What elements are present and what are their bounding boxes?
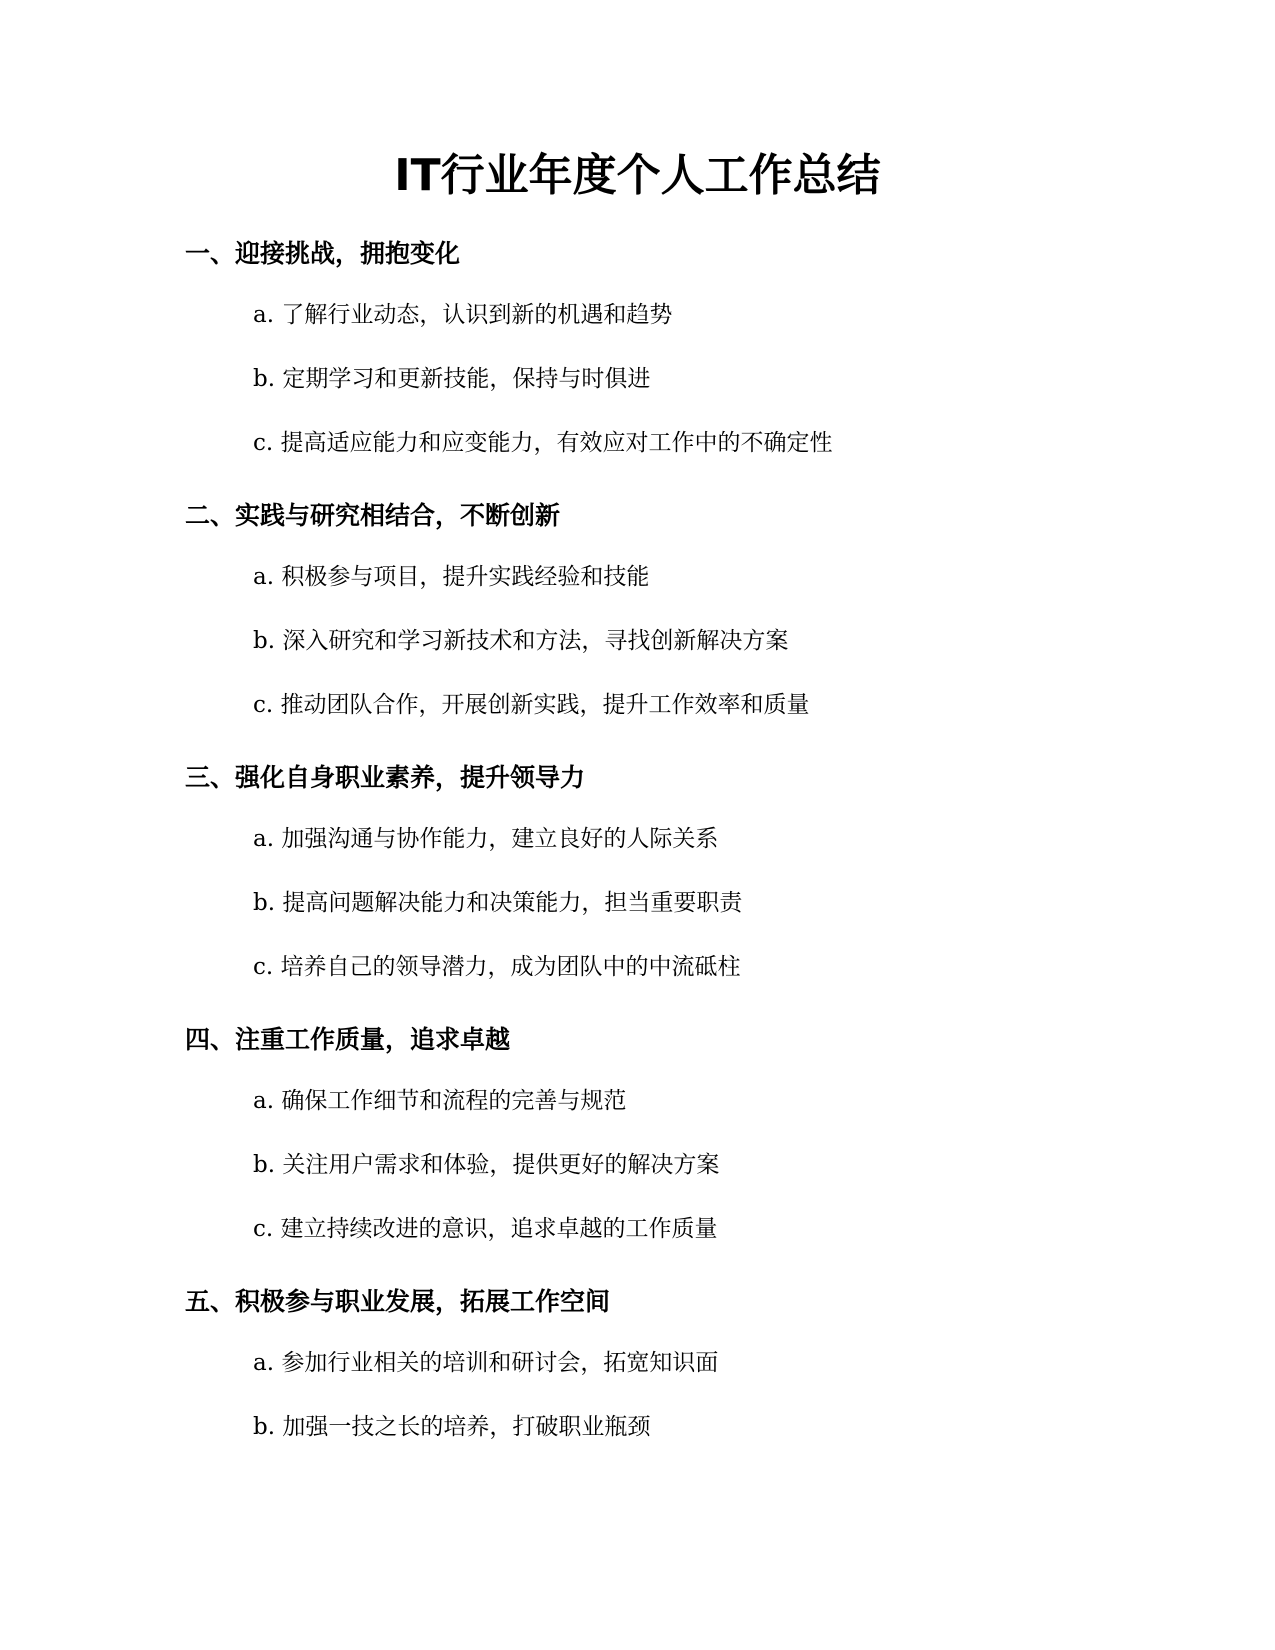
list-item: b. 定期学习和更新技能，保持与时俱进 bbox=[253, 366, 651, 392]
list-item: c. 提高适应能力和应变能力，有效应对工作中的不确定性 bbox=[253, 430, 833, 456]
list-item: a. 参加行业相关的培训和研讨会，拓宽知识面 bbox=[253, 1350, 719, 1376]
list-item: a. 确保工作细节和流程的完善与规范 bbox=[253, 1088, 627, 1114]
list-item: b. 加强一技之长的培养，打破职业瓶颈 bbox=[253, 1414, 651, 1440]
list-item: b. 深入研究和学习新技术和方法，寻找创新解决方案 bbox=[253, 628, 789, 654]
list-item: a. 了解行业动态，认识到新的机遇和趋势 bbox=[253, 302, 673, 328]
list-item: c. 推动团队合作，开展创新实践，提升工作效率和质量 bbox=[253, 692, 810, 718]
section-heading: 三、强化自身职业素养，提升领导力 bbox=[185, 763, 586, 792]
section-heading: 四、注重工作质量，追求卓越 bbox=[185, 1025, 511, 1054]
list-item: c. 培养自己的领导潜力，成为团队中的中流砥柱 bbox=[253, 954, 741, 980]
document-title: IT行业年度个人工作总结 bbox=[394, 150, 881, 201]
list-item: a. 积极参与项目，提升实践经验和技能 bbox=[253, 564, 650, 590]
list-item: b. 提高问题解决能力和决策能力，担当重要职责 bbox=[253, 890, 743, 916]
list-item: c. 建立持续改进的意识，追求卓越的工作质量 bbox=[253, 1216, 718, 1242]
list-item: b. 关注用户需求和体验，提供更好的解决方案 bbox=[253, 1152, 720, 1178]
section-heading: 五、积极参与职业发展，拓展工作空间 bbox=[185, 1287, 611, 1316]
section-heading: 二、实践与研究相结合，不断创新 bbox=[185, 501, 561, 530]
section-heading: 一、迎接挑战，拥抱变化 bbox=[185, 239, 461, 268]
list-item: a. 加强沟通与协作能力，建立良好的人际关系 bbox=[253, 826, 719, 852]
